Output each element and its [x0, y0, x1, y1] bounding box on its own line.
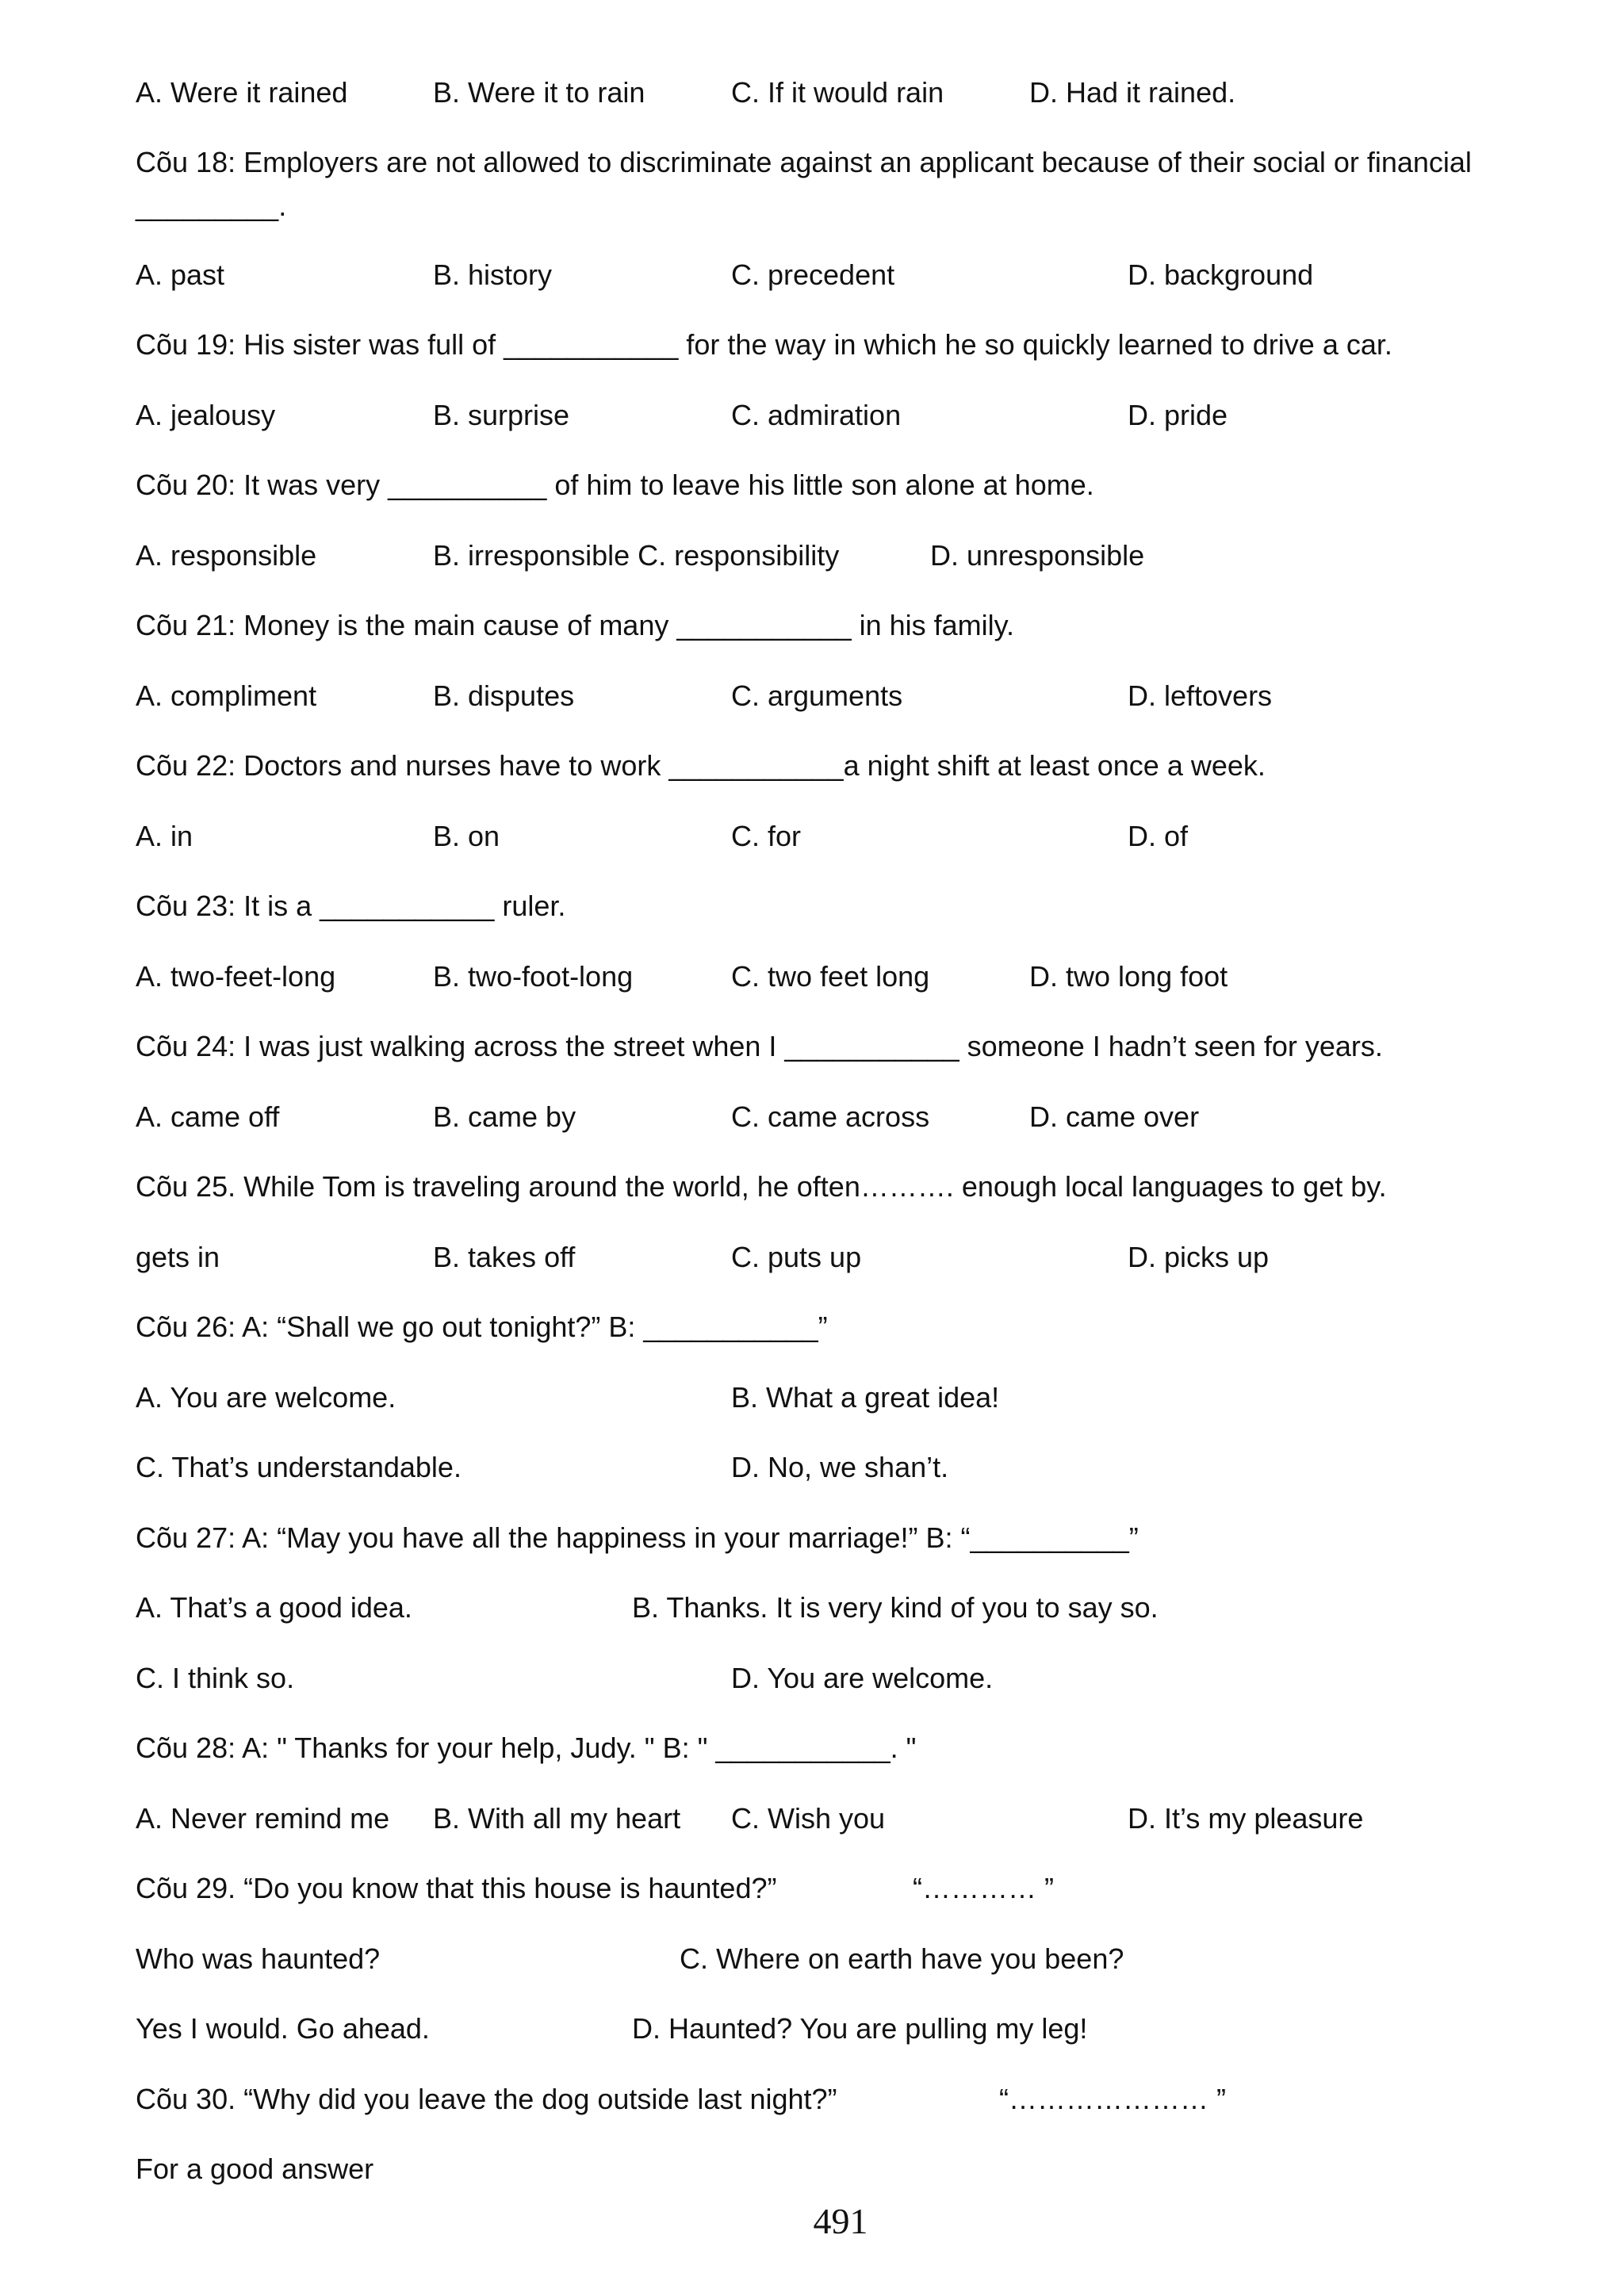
option-text: C. for — [731, 820, 802, 852]
option-text: D. background — [1128, 258, 1314, 291]
option-text: B. two-foot-long — [433, 960, 634, 993]
line-text: Cõu 25. While Tom is traveling around the world, he often………. enough local languages to get by. — [136, 1170, 1387, 1203]
line-text: A. jealousy — [136, 399, 276, 431]
option-text: C. Wish you — [731, 1802, 886, 1835]
option-text: B. takes off — [433, 1241, 576, 1273]
option-text: B. disputes — [433, 679, 575, 712]
option-text: C. Where on earth have you been? — [680, 1942, 1124, 1975]
option-text: D. of — [1128, 820, 1189, 852]
line-text: C. I think so. — [136, 1662, 295, 1694]
option-text: B. irresponsible C. responsibility — [433, 539, 840, 572]
line-text: Cõu 20: It was very __________ of him to leave his little son alone at home. — [136, 469, 1094, 501]
line-text: Cõu 29. “Do you know that this house is haunted?” — [136, 1872, 777, 1904]
option-text: B. What a great idea! — [731, 1381, 1000, 1414]
option-text: D. unresponsible — [930, 539, 1145, 572]
option-text: D. leftovers — [1128, 679, 1273, 712]
option-text: B. Thanks. It is very kind of you to say so. — [632, 1591, 1159, 1624]
line-text: A. in — [136, 820, 193, 852]
line-text: Cõu 21: Money is the main cause of many ___________ in his family. — [136, 609, 1014, 641]
line-text: Cõu 22: Doctors and nurses have to work ___________a night shift at least once a week. — [136, 749, 1266, 782]
line-text: gets in — [136, 1241, 220, 1273]
option-text: D. picks up — [1128, 1241, 1270, 1273]
line-text: Cõu 24: I was just walking across the street when I ___________ someone I hadn’t seen for years. — [136, 1030, 1383, 1062]
line-text: Cõu 28: A: " Thanks for your help, Judy. " B: " ___________. " — [136, 1732, 917, 1764]
line-text: For a good answer — [136, 2152, 374, 2185]
option-text: D. came over — [1029, 1100, 1200, 1133]
line-text: A. That’s a good idea. — [136, 1591, 412, 1624]
option-text: B. surprise — [433, 399, 570, 431]
line-text: A. You are welcome. — [136, 1381, 396, 1414]
line-text: Cõu 30. “Why did you leave the dog outside last night?” — [136, 2083, 837, 2115]
option-text: B. With all my heart — [433, 1802, 681, 1835]
line-text: A. Were it rained — [136, 76, 348, 109]
option-text: B. Were it to rain — [433, 76, 645, 109]
option-text: D. You are welcome. — [731, 1662, 994, 1694]
page-number: 491 — [813, 2201, 868, 2241]
option-text: D. two long foot — [1029, 960, 1228, 993]
line-text: Who was haunted? — [136, 1942, 381, 1975]
line-text: A. Never remind me — [136, 1802, 390, 1835]
option-text: “………………… ” — [999, 2083, 1226, 2115]
line-text: Cõu 18: Employers are not allowed to discriminate against an applicant because of their social or financial — [136, 146, 1472, 178]
line-text: Cõu 23: It is a ___________ ruler. — [136, 890, 566, 922]
option-text: D. No, we shan’t. — [731, 1451, 949, 1483]
option-text: C. If it would rain — [731, 76, 944, 109]
option-text: B. came by — [433, 1100, 576, 1133]
line-text: Cõu 26: A: “Shall we go out tonight?” B: ___________” — [136, 1311, 828, 1343]
option-text: D. pride — [1128, 399, 1228, 431]
line-text: A. two-feet-long — [136, 960, 336, 993]
option-text: B. on — [433, 820, 500, 852]
line-text: Cõu 27: A: “May you have all the happiness in your marriage!” B: “__________” — [136, 1521, 1139, 1554]
line-text: A. came off — [136, 1100, 280, 1133]
line-text: Yes I would. Go ahead. — [136, 2012, 430, 2045]
option-text: B. history — [433, 258, 553, 291]
line-text: A. past — [136, 258, 225, 291]
option-text: C. precedent — [731, 258, 895, 291]
option-text: C. came across — [731, 1100, 930, 1133]
line-text: Cõu 19: His sister was full of ___________ for the way in which he so quickly learned to drive a car. — [136, 328, 1392, 361]
option-text: C. two feet long — [731, 960, 930, 993]
line-text: A. responsible — [136, 539, 317, 572]
option-text: C. puts up — [731, 1241, 862, 1273]
line-text: C. That’s understandable. — [136, 1451, 462, 1483]
option-text: C. admiration — [731, 399, 902, 431]
option-text: D. It’s my pleasure — [1128, 1802, 1364, 1835]
option-text: “………… ” — [913, 1872, 1054, 1904]
option-text: D. Haunted? You are pulling my leg! — [632, 2012, 1088, 2045]
option-text: D. Had it rained. — [1029, 76, 1236, 109]
line-text: A. compliment — [136, 679, 317, 712]
line-text: _________. — [136, 189, 287, 222]
option-text: C. arguments — [731, 679, 903, 712]
